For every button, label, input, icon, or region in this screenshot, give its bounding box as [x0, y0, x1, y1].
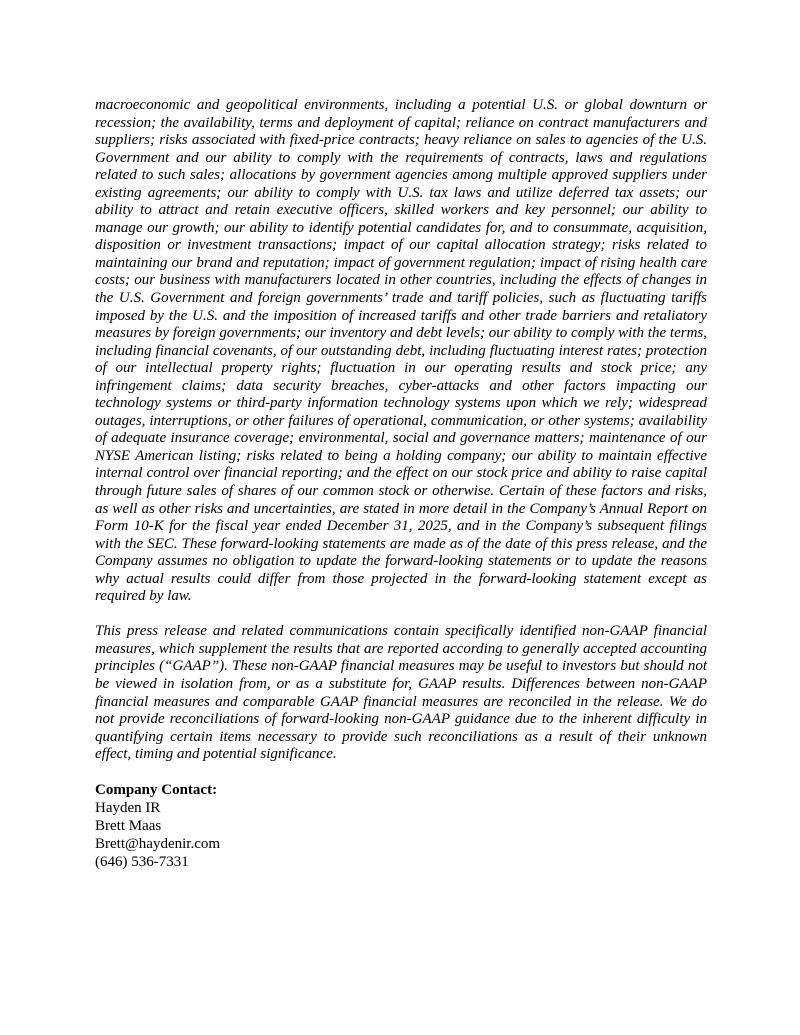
document-page [95, 97, 707, 871]
non-gaap-paragraph: This press release and related communications contain specifically identified non-GAAP financial measures, which supplement the results that are reported according to generally accepted accounting principles (“GAAP”). These non-GAAP financial measures may be useful to investors but should not be viewed in isolation from, or as a substitute for, GAAP results. Differences between non-GAAP financial measures and comparable GAAP financial measures are reconciled in the release. We do not provide reconciliations of forward-looking non-GAAP guidance due to the inherent difficulty in quantifying certain items necessary to provide such reconciliations as a result of their unknown effect, timing and potential significance. [95, 623, 707, 763]
contact-email: Brett@haydenir.com [95, 835, 221, 852]
contact-name: Brett Maas [95, 817, 162, 834]
company-contact-block [95, 781, 707, 871]
contact-heading: Company Contact: [95, 781, 218, 798]
contact-phone: (646) 536-7331 [95, 853, 189, 870]
contact-company: Hayden IR [95, 799, 161, 816]
forward-looking-paragraph: macroeconomic and geopolitical environments, including a potential U.S. or global downturn or recession; the availability, terms and deployment of capital; reliance on contract manufacturers and suppliers; risks associated with fixed-price contracts; heavy reliance on sales to agencies of the U.S. Government and our ability to comply with the requirements of contracts, laws and regulations related to such sales; allocations by government agencies among multiple approved suppliers under existing agreements; our ability to comply with U.S. tax laws and utilize deferred tax assets; our ability to attract and retain executive officers, skilled workers and key personnel; our ability to manage our growth; our ability to identify potential candidates for, and to consummate, acquisition, disposition or investment transactions; impact of our capital allocation strategy; risks related to maintaining our brand and reputation; impact of government regulation; impact of rising health care costs; our business with manufacturers located in other countries, including the effects of changes in the U.S. Government and foreign governments’ trade and tariff policies, such as fluctuating tariffs imposed by the U.S. and the imposition of increased tariffs and other trade barriers and retaliatory measures by foreign governments; our inventory and debt levels; our ability to comply with the terms, including financial covenants, of our outstanding debt, including fluctuating interest rates; protection of our intellectual property rights; fluctuation in our operating results and stock price; any infringement claims; data security breaches, cyber-attacks and other factors impacting our technology systems or third-party information technology systems upon which we rely; widespread outages, interruptions, or other failures of operational, communication, or other systems; availability of adequate insurance coverage; environmental, social and governance matters; maintenance of our NYSE American listing; risks related to being a holding company; our ability to maintain effective internal control over financial reporting; and the effect on our stock price and ability to raise capital through future sales of shares of our common stock or otherwise. Certain of these factors and risks, as well as other risks and uncertainties, are stated in more detail in the Company’s Annual Report on Form 10-K for the fiscal year ended December 31, 2025, and in the Company’s subsequent filings with the SEC. These forward-looking statements are made as of the date of this press release, and the Company assumes no obligation to update the forward-looking statements or to update the reasons why actual results could differ from those projected in the forward-looking statement except as required by law. [95, 97, 707, 605]
